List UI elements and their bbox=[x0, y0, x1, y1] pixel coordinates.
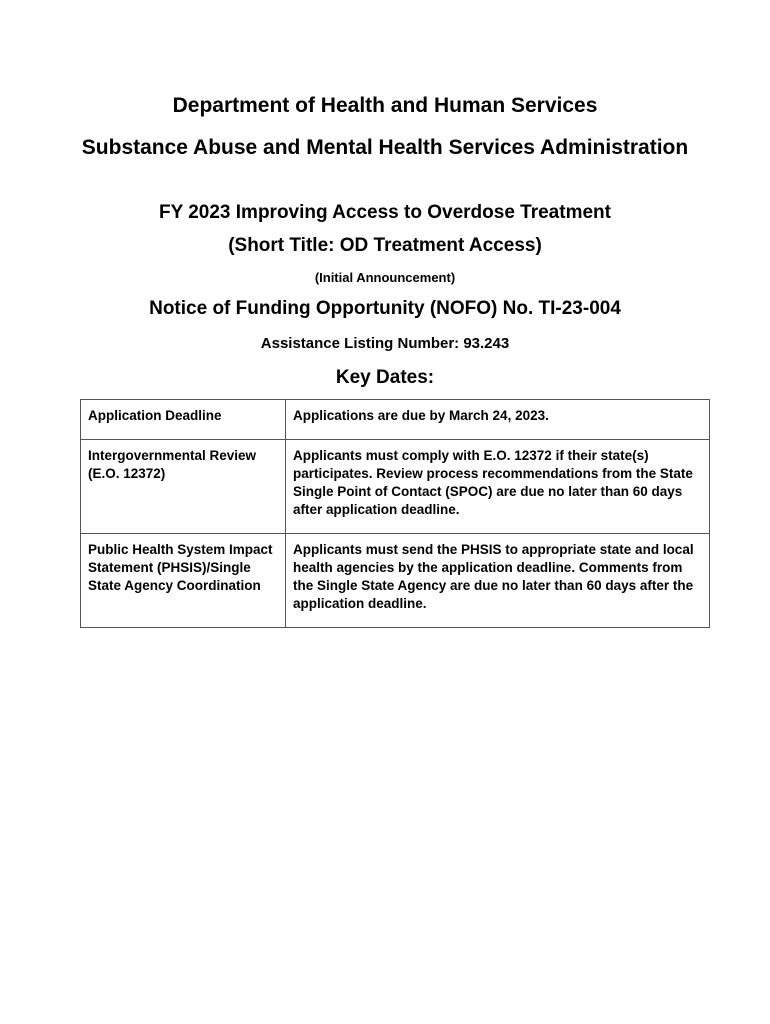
row-label: Intergovernmental Review (E.O. 12372) bbox=[81, 440, 286, 534]
key-dates-table bbox=[80, 399, 710, 628]
key-dates-heading: Key Dates: bbox=[335, 367, 435, 388]
row-detail: Applications are due by March 24, 2023. bbox=[286, 400, 710, 440]
agency-title: Substance Abuse and Mental Health Services Administration bbox=[81, 136, 689, 159]
program-title: FY 2023 Improving Access to Overdose Treatment bbox=[159, 202, 611, 223]
nofo-number: Notice of Funding Opportunity (NOFO) No. TI-23-004 bbox=[149, 298, 621, 319]
table-row bbox=[81, 534, 710, 628]
row-detail: Applicants must send the PHSIS to appropriate state and local health agencies by the application deadline. Comments from the Single State Agency are due no later than 60 days after the application deadline. bbox=[286, 534, 710, 628]
table-row bbox=[81, 440, 710, 534]
row-label: Public Health System Impact Statement (PHSIS)/Single State Agency Coordination bbox=[81, 534, 286, 628]
announcement-type: (Initial Announcement) bbox=[314, 270, 456, 285]
short-title: (Short Title: OD Treatment Access) bbox=[228, 235, 542, 256]
row-detail: Applicants must comply with E.O. 12372 if their state(s) participates. Review process recommendations from the State Single Point of Contact (SPOC) are due no later than 60 days after application deadline. bbox=[286, 440, 710, 534]
row-label: Application Deadline bbox=[81, 400, 286, 440]
table-row bbox=[81, 400, 710, 440]
assistance-listing: Assistance Listing Number: 93.243 bbox=[260, 335, 510, 352]
department-title: Department of Health and Human Services bbox=[172, 94, 598, 117]
